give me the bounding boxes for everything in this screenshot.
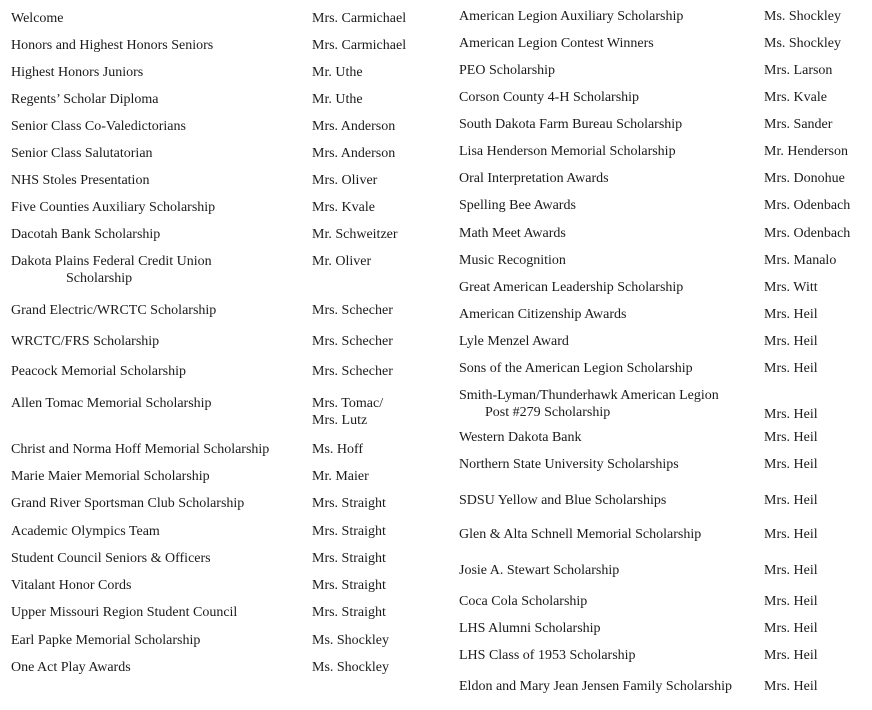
award-name — [11, 495, 244, 512]
award-name — [11, 226, 160, 243]
presenter-name — [312, 604, 386, 621]
presenter-name-line: Mrs. Kvale — [764, 90, 827, 105]
presenter-name — [312, 10, 406, 27]
presenter-name — [764, 526, 818, 543]
award-name — [11, 468, 210, 485]
presenter-name — [312, 302, 393, 319]
award-name — [459, 429, 582, 446]
presenter-name — [764, 360, 818, 377]
presenter-name-line: Ms. Shockley — [764, 36, 841, 51]
award-name-line: Corson County 4-H Scholarship — [459, 90, 640, 105]
presenter-name — [312, 441, 363, 458]
presenter-name-line: Mrs. Odenbach — [764, 226, 851, 241]
presenter-name-line: Ms. Hoff — [312, 442, 364, 457]
presenter-name — [764, 333, 818, 350]
presenter-name-line: Mrs. Heil — [764, 334, 818, 349]
award-name-line: Western Dakota Bank — [459, 430, 582, 445]
award-name — [11, 632, 200, 649]
presenter-name-line: Mrs. Oliver — [312, 173, 378, 188]
award-name-line2: Post #279 Scholarship — [485, 405, 611, 420]
presenter-name-line: Mrs. Donohue — [764, 171, 845, 186]
presenter-name — [764, 116, 832, 133]
award-name-line: Coca Cola Scholarship — [459, 594, 588, 609]
presenter-name-line: Mrs. Larson — [764, 63, 833, 78]
award-name — [459, 456, 679, 473]
award-name — [459, 116, 682, 133]
award-name — [11, 604, 237, 621]
presenter-name — [764, 252, 836, 269]
award-name — [459, 170, 609, 187]
presenter-name-line: Ms. Shockley — [312, 633, 389, 648]
presenter-name-line: Mrs. Straight — [312, 551, 386, 566]
award-name-line: Great American Leadership Scholarship — [459, 280, 684, 295]
presenter-name — [764, 593, 818, 610]
presenter-name — [764, 678, 818, 695]
presenter-name-line: Mrs. Straight — [312, 578, 386, 593]
award-name — [459, 678, 732, 695]
presenter-name — [764, 170, 845, 187]
presenter-name-line: Mrs. Heil — [764, 648, 818, 663]
presenter-name-line: Mrs. Straight — [312, 605, 386, 620]
presenter-name — [312, 145, 395, 162]
presenter-name — [312, 495, 386, 512]
award-name-line: Earl Papke Memorial Scholarship — [11, 633, 201, 648]
presenter-name-line: Mrs. Heil — [764, 457, 818, 472]
presenter-name-line: Ms. Shockley — [312, 660, 389, 675]
award-name — [459, 387, 719, 421]
presenter-name-line: Mrs. Anderson — [312, 119, 396, 134]
presenter-name — [312, 659, 389, 676]
presenter-name-line: Mrs. Odenbach — [764, 198, 851, 213]
presenter-name-line: Mrs. Carmichael — [312, 11, 407, 26]
presenter-name-line: Mrs. Straight — [312, 524, 386, 539]
award-name — [459, 225, 566, 242]
presenter-name — [764, 456, 818, 473]
award-name — [11, 302, 216, 319]
presenter-name — [764, 197, 850, 214]
award-name-line: NHS Stoles Presentation — [11, 173, 150, 188]
award-name — [11, 333, 159, 350]
award-name — [11, 441, 269, 458]
award-name — [11, 145, 153, 162]
presenter-name — [764, 429, 818, 446]
award-name-line: Music Recognition — [459, 253, 566, 268]
presenter-name — [312, 253, 371, 270]
award-name — [459, 35, 654, 52]
presenter-name-line: Mrs. Straight — [312, 496, 386, 511]
presenter-name — [764, 647, 818, 664]
award-name-line: Smith-Lyman/Thunderhawk American Legion — [459, 388, 719, 403]
presenter-name-line: Mrs. Schecher — [312, 303, 393, 318]
award-name-line: Student Council Seniors & Officers — [11, 551, 211, 566]
award-name — [459, 143, 676, 160]
award-name — [459, 620, 601, 637]
award-name — [11, 659, 131, 676]
presenter-name-line: Mrs. Heil — [764, 493, 818, 508]
award-name-line: SDSU Yellow and Blue Scholarships — [459, 493, 667, 508]
award-name — [11, 10, 64, 27]
award-name-line: Five Counties Auxiliary Scholarship — [11, 200, 216, 215]
presenter-name — [312, 37, 406, 54]
presenter-name-line: Ms. Shockley — [764, 9, 841, 24]
presenter-name-line: Mr. Schweitzer — [312, 227, 398, 242]
award-name — [11, 64, 143, 81]
award-name-line: Highest Honors Juniors — [11, 65, 144, 80]
award-name-line: One Act Play Awards — [11, 660, 131, 675]
award-name-line: South Dakota Farm Bureau Scholarship — [459, 117, 683, 132]
presenter-name-line: Mrs. Tomac/ — [312, 396, 384, 411]
presenter-name-line2: Mrs. Lutz — [312, 413, 368, 428]
presenter-name-line: Mrs. Manalo — [764, 253, 837, 268]
presenter-name — [764, 8, 841, 25]
presenter-name-line: Mrs. Witt — [764, 280, 818, 295]
award-name — [459, 252, 566, 269]
award-name — [459, 593, 587, 610]
presenter-name — [764, 406, 818, 423]
award-name-line: Academic Olympics Team — [11, 524, 160, 539]
award-name-line: American Legion Contest Winners — [459, 36, 654, 51]
award-name — [459, 647, 636, 664]
presenter-name-line: Mrs. Carmichael — [312, 38, 407, 53]
presenter-name-line: Mrs. Anderson — [312, 146, 396, 161]
award-name-line: PEO Scholarship — [459, 63, 556, 78]
award-name — [11, 523, 160, 540]
award-name-line: Allen Tomac Memorial Scholarship — [11, 396, 212, 411]
presenter-name — [764, 89, 827, 106]
presenter-name-line: Mr. Henderson — [764, 144, 848, 159]
presenter-name — [312, 550, 386, 567]
award-name-line: WRCTC/FRS Scholarship — [11, 334, 160, 349]
award-name — [459, 526, 701, 543]
award-name-line: Vitalant Honor Cords — [11, 578, 132, 593]
award-name-line: LHS Alumni Scholarship — [459, 621, 601, 636]
presenter-name — [312, 199, 375, 216]
presenter-name-line: Mrs. Heil — [764, 594, 818, 609]
presenter-name — [312, 523, 386, 540]
award-name — [459, 89, 639, 106]
presenter-name — [312, 363, 393, 380]
award-name-line: Lyle Menzel Award — [459, 334, 569, 349]
award-name-line: Upper Missouri Region Student Council — [11, 605, 238, 620]
presenter-name — [312, 64, 363, 81]
presenter-name-line: Mrs. Kvale — [312, 200, 375, 215]
award-name-line: Peacock Memorial Scholarship — [11, 364, 186, 379]
presenter-name-line: Mrs. Heil — [764, 621, 818, 636]
presenter-name-line: Mr. Uthe — [312, 92, 363, 107]
presenter-name-line: Mr. Uthe — [312, 65, 363, 80]
presenter-name — [764, 143, 848, 160]
award-name — [11, 91, 159, 108]
award-name — [11, 577, 131, 594]
presenter-name-line: Mr. Maier — [312, 469, 369, 484]
presenter-name — [764, 306, 818, 323]
award-name-line: American Citizenship Awards — [459, 307, 627, 322]
award-name — [459, 492, 666, 509]
presenter-name — [312, 468, 369, 485]
award-name — [459, 360, 693, 377]
award-name-line: Honors and Highest Honors Seniors — [11, 38, 214, 53]
presenter-name-line: Mrs. Heil — [764, 563, 818, 578]
award-name — [11, 118, 186, 135]
award-name-line: Eldon and Mary Jean Jensen Family Scholarship — [459, 679, 732, 694]
presenter-name — [764, 225, 850, 242]
award-name — [11, 253, 212, 287]
presenter-name — [312, 226, 398, 243]
presenter-name — [764, 279, 818, 296]
award-name-line: Senior Class Salutatorian — [11, 146, 153, 161]
presenter-name — [312, 172, 377, 189]
award-name — [459, 62, 555, 79]
award-name-line: Sons of the American Legion Scholarship — [459, 361, 693, 376]
award-name-line: Lisa Henderson Memorial Scholarship — [459, 144, 676, 159]
presenter-name-line: Mrs. Schecher — [312, 364, 393, 379]
presenter-name — [312, 577, 386, 594]
award-name — [459, 333, 569, 350]
award-name-line: Spelling Bee Awards — [459, 198, 576, 213]
award-name — [459, 279, 683, 296]
award-name-line: Marie Maier Memorial Scholarship — [11, 469, 210, 484]
presenter-name-line: Mrs. Heil — [764, 407, 818, 422]
award-name — [459, 562, 619, 579]
award-name-line: Math Meet Awards — [459, 226, 566, 241]
award-name — [11, 550, 211, 567]
award-name-line: Dacotah Bank Scholarship — [11, 227, 161, 242]
presenter-name-line: Mrs. Heil — [764, 361, 818, 376]
award-name-line: Grand River Sportsman Club Scholarship — [11, 496, 245, 511]
award-name-line: Oral Interpretation Awards — [459, 171, 609, 186]
presenter-name — [312, 333, 393, 350]
award-name-line: Christ and Norma Hoff Memorial Scholarship — [11, 442, 270, 457]
presenter-name-line: Mrs. Heil — [764, 307, 818, 322]
award-name — [459, 306, 626, 323]
award-name-line: Josie A. Stewart Scholarship — [459, 563, 620, 578]
presenter-name — [764, 492, 818, 509]
award-name — [11, 363, 186, 380]
award-name — [459, 8, 683, 25]
award-name-line: American Legion Auxiliary Scholarship — [459, 9, 684, 24]
award-name-line: Northern State University Scholarships — [459, 457, 679, 472]
award-name-line: Welcome — [11, 11, 64, 26]
award-name — [11, 395, 212, 412]
presenter-name — [764, 62, 832, 79]
award-name-line2: Scholarship — [66, 271, 133, 286]
award-name-line: Dakota Plains Federal Credit Union — [11, 254, 212, 269]
award-name-line: Senior Class Co-Valedictorians — [11, 119, 186, 134]
award-name — [459, 197, 576, 214]
presenter-name — [312, 395, 383, 429]
presenter-name — [312, 91, 363, 108]
presenter-name — [764, 562, 818, 579]
presenter-name — [764, 35, 841, 52]
presenter-name-line: Mrs. Schecher — [312, 334, 393, 349]
award-name-line: Glen & Alta Schnell Memorial Scholarship — [459, 527, 702, 542]
presenter-name-line: Mrs. Sander — [764, 117, 833, 132]
award-name — [11, 37, 213, 54]
award-name-line: LHS Class of 1953 Scholarship — [459, 648, 636, 663]
presenter-name — [312, 118, 395, 135]
presenter-name-line: Mrs. Heil — [764, 679, 818, 694]
presenter-name — [764, 620, 818, 637]
award-name-line: Regents’ Scholar Diploma — [11, 92, 159, 107]
award-name-line: Grand Electric/WRCTC Scholarship — [11, 303, 217, 318]
award-name — [11, 199, 215, 216]
award-name — [11, 172, 149, 189]
presenter-name-line: Mrs. Heil — [764, 527, 818, 542]
presenter-name — [312, 632, 389, 649]
presenter-name-line: Mrs. Heil — [764, 430, 818, 445]
presenter-name-line: Mr. Oliver — [312, 254, 372, 269]
